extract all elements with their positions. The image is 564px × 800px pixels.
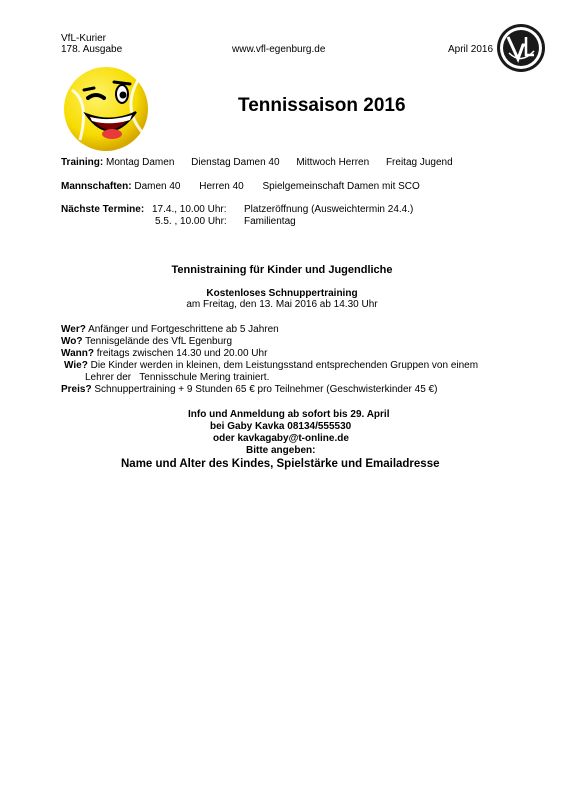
qa-price — [61, 384, 437, 396]
team-item-1: Damen 40 — [134, 181, 181, 192]
qa-where-answer: Tennisgelände des VfL Egenburg — [85, 336, 233, 347]
info-closing: Name und Alter des Kindes, Spielstärke und Emailadresse — [121, 458, 440, 470]
team-item-2: Herren 40 — [199, 181, 244, 192]
qa-price-answer: Schnuppertraining + 9 Stunden 65 € pro Teilnehmer (Geschwisterkinder 45 €) — [94, 384, 438, 395]
training-item-2: Dienstag Damen 40 — [191, 157, 280, 168]
winking-tennis-ball-smiley — [60, 62, 152, 154]
qa-how-label: Wie? — [64, 360, 88, 371]
kids-heading: Tennistraining für Kinder und Jugendliche — [171, 264, 393, 276]
trial-training-heading: Kostenloses Schnuppertraining — [206, 288, 358, 299]
info-line-1: Info und Anmeldung ab sofort bis 29. April — [188, 409, 390, 420]
qa-price-label: Preis? — [61, 384, 92, 395]
training-label: Training: — [61, 157, 104, 168]
qa-where — [61, 336, 232, 348]
qa-when-answer: freitags zwischen 14.30 und 20.00 Uhr — [96, 348, 268, 359]
qa-where-label: Wo? — [61, 336, 83, 347]
training-item-3: Mittwoch Herren — [296, 157, 370, 168]
club-crest-logo — [496, 23, 546, 73]
teams-label: Mannschaften: — [61, 181, 132, 192]
qa-how-answer-cont: Lehrer der Tennisschule Mering trainiert. — [85, 372, 270, 383]
website-url: www.vfl-egenburg.de — [232, 44, 326, 55]
date-1-when: 17.4., 10.00 Uhr: — [152, 204, 227, 215]
dates-label: Nächste Termine: — [61, 204, 145, 215]
trial-training-date: am Freitag, den 13. Mai 2016 ab 14.30 Uhr — [186, 299, 378, 310]
training-item-1: Montag Damen — [106, 157, 175, 168]
issue-date: April 2016 — [448, 44, 494, 55]
qa-who-answer: Anfänger und Fortgeschrittene ab 5 Jahren — [88, 324, 279, 335]
date-1-what: Platzeröffnung (Ausweichtermin 24.4.) — [244, 204, 414, 215]
team-item-3: Spielgemeinschaft Damen mit SCO — [262, 181, 420, 192]
date-2-when: 5.5. , 10.00 Uhr: — [155, 216, 227, 227]
info-line-3: oder kavkagaby@t-online.de — [213, 433, 349, 444]
info-line-2: bei Gaby Kavka 08134/555530 — [210, 421, 352, 432]
info-line-4: Bitte angeben: — [246, 445, 316, 456]
training-item-4: Freitag Jugend — [385, 157, 453, 168]
date-2-what: Familientag — [244, 216, 296, 227]
qa-when — [61, 348, 267, 360]
training-row — [61, 157, 453, 169]
qa-who-label: Wer? — [61, 324, 86, 335]
page-title: Tennissaison 2016 — [238, 95, 406, 116]
qa-how — [64, 360, 478, 372]
teams-row — [61, 181, 420, 193]
issue-number: 178. Ausgabe — [61, 44, 123, 55]
qa-who — [61, 324, 279, 336]
qa-how-answer: Die Kinder werden in kleinen, dem Leistungsstand entsprechenden Gruppen von einem — [90, 360, 479, 371]
qa-when-label: Wann? — [61, 348, 94, 359]
publication-name: VfL-Kurier — [61, 33, 107, 44]
